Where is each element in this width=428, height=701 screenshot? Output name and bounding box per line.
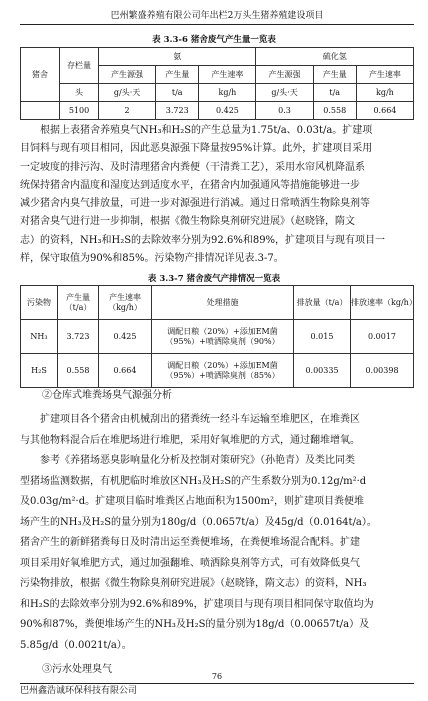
table1-cell: 0.425 [199, 102, 256, 120]
paragraph-line: 90%和87%，粪便堆场产生的NH₃及H₂S的量分别为18g/d（0.00657t/a）及 [20, 619, 370, 630]
footer-company: 巴州鑫浩诚环保科技有限公司 [20, 686, 138, 696]
paragraph-line: 与其他物料混合后在堆肥场进行堆肥，采用好氧堆肥的方式，通过翻堆增氧。 [20, 434, 360, 446]
table1-unit: g/头·天 [256, 84, 313, 102]
table2-cell: 0.0017 [351, 320, 414, 354]
table2-cell: H₂S [21, 354, 58, 388]
table2-header: 处理措施 [152, 286, 294, 320]
table2-cell: 0.00398 [351, 354, 414, 388]
table1-cell: 0.3 [256, 102, 313, 120]
paragraph-2 [20, 410, 414, 656]
paragraph-line: 型猪场监测数据，有机肥临时堆放区NH₃及H₂S的产生系数分别为0.12g/m²·d [20, 475, 367, 487]
paragraph-line: 一定坡度的排污沟、及时清理猪舍内粪便（干清粪工艺），采用水帘风机降温系 [20, 161, 365, 173]
table1-col-label: 产生源强 [99, 66, 156, 84]
table2-header: 排放速率（kg/h） [351, 286, 414, 320]
paragraph-line: 参考《养猪场恶臭影响量化分析及控制对策研究》（孙艳青）及类比同类 [40, 455, 355, 466]
table1 [20, 47, 414, 120]
table1-col-label: 产生速率 [199, 66, 256, 84]
table2-cell: NH₃ [21, 320, 58, 354]
paragraph-line: 统保持猪舍内温度和湿度达到适度水平，在猪舍内加强通风等措施能够进一步 [20, 179, 360, 191]
table2-header: 产生速率（kg/h） [99, 286, 152, 320]
table1-col-label: 产生量 [156, 66, 199, 84]
table2-header: 污染物 [21, 286, 58, 320]
table2-cell: 0.015 [294, 320, 351, 354]
table2-header: 产生量（t/a） [58, 286, 99, 320]
paragraph-line: 扩建项目各个猪舍由机械刮出的猪粪统一经斗车运输至堆肥区，在堆粪区 [40, 414, 360, 425]
table1-cell: 5100 [60, 102, 99, 120]
table2-cell: 0.664 [99, 354, 152, 388]
paragraph-line: 项目采用好氧堆肥方式，通过加强翻堆、喷洒除臭剂等方式，可有效降低臭气 [20, 557, 360, 569]
paragraph-line: 猪舍产生的新鲜猪粪每日及时清出运至粪便堆场，在粪便堆场混合配料。扩建 [20, 537, 360, 548]
paragraph-line: 志）的资料，NH₃和H₂S的去除效率分别为92.6%和89%，扩建项目与现有项目一 [20, 234, 386, 246]
paragraph-line: 场产生的NH₃及H₂S的量分别为180g/d（0.0657t/a）及45g/d（0.0164t/a）。 [20, 516, 377, 528]
paragraph-line: 污染物排放，根据《微生物除臭剂研究进展》（赵晓锋，隋文志）的资料，NH₃ [20, 578, 367, 589]
page-footer [20, 672, 414, 698]
page-header: 巴州繁盛养殖有限公司年出栏2万头生猪养殖建设项目 [20, 8, 414, 25]
table2-cell: 调配日粮（20%）+添加EM菌（95%）+喷洒除臭剂（85%） [152, 354, 294, 388]
table1-cell: 3.723 [156, 102, 199, 120]
paragraph-line: 样，保守取值为90%和85%。污染物产排情况详见表.3-7。 [20, 253, 284, 265]
table2-caption: 表 3.3-7 猪舍废气产排情况一览表 [147, 274, 281, 284]
subheading-2: ③污水处理臭气 [42, 664, 112, 675]
paragraph-line: 目饲料与现有项目相同，因此恶臭源强下降量按95%计算。此外，扩建项目采用 [20, 143, 373, 155]
table2-header: 排放量（t/a） [294, 286, 351, 320]
table2 [20, 285, 417, 388]
table1-col-label: 产生量 [313, 66, 356, 84]
table1-col-label: 产生速率 [356, 66, 413, 84]
paragraph-line: 减少猪舍内臭气排放量，可进一步对源强进行消减。通过日常喷洒生物除臭剂等 [20, 198, 370, 210]
table2-cell: 调配日粮（20%）+添加EM菌（95%）+喷洒除臭剂（90%） [152, 320, 294, 354]
table1-unit: g/头·天 [99, 84, 156, 102]
table1-caption: 表 3.3-6 猪舍废气产生量一览表 [152, 35, 276, 45]
table1-cell [21, 102, 60, 120]
table2-cell: 0.425 [99, 320, 152, 354]
paragraph-line: 根据上表猪舍养殖臭气NH₃和H₂S的产生总量为1.75t/a、0.03t/a。扩建项 [40, 125, 373, 136]
subheading-1: ②仓库式堆粪场臭气源强分析 [42, 390, 172, 401]
paragraph-line: 5.85g/d（0.0021t/a）。 [20, 639, 132, 651]
table1-nh3-label: 氨 [99, 48, 256, 66]
table1-stock-label: 存栏量 [60, 48, 99, 84]
table1-unit: t/a [156, 84, 199, 102]
table1-unit: kg/h [199, 84, 256, 102]
table2-cell: 0.558 [58, 354, 99, 388]
page-number: 76 [211, 672, 223, 681]
table1-unit: 头 [60, 84, 99, 102]
paragraph-line: 及0.03g/m²·d。扩建项目临时堆粪区占地面积为1500m²，则扩建项目粪便堆 [20, 496, 365, 507]
paragraph-line: 和H₂S的去除效率分别为92.6%和89%，扩建项目与现有项目相同保守取值均为 [20, 598, 374, 610]
table2-cell: 0.00335 [294, 354, 351, 388]
table1-unit: kg/h [356, 84, 413, 102]
paragraph-1 [20, 122, 414, 268]
table1-cell: 2 [99, 102, 156, 120]
table1-cell: 0.558 [313, 102, 356, 120]
paragraph-line: 对猪舍臭气进行进一步抑制，根据《微生物除臭剂研究进展》（赵晓锋，隋文 [20, 216, 355, 228]
table1-h2s-label: 硫化氢 [256, 48, 414, 66]
table2-cell: 3.723 [58, 320, 99, 354]
table1-group-label: 猪舍 [21, 48, 60, 102]
table1-unit: t/a [313, 84, 356, 102]
table1-col-label: 产生源强 [256, 66, 313, 84]
table1-cell: 0.664 [356, 102, 413, 120]
